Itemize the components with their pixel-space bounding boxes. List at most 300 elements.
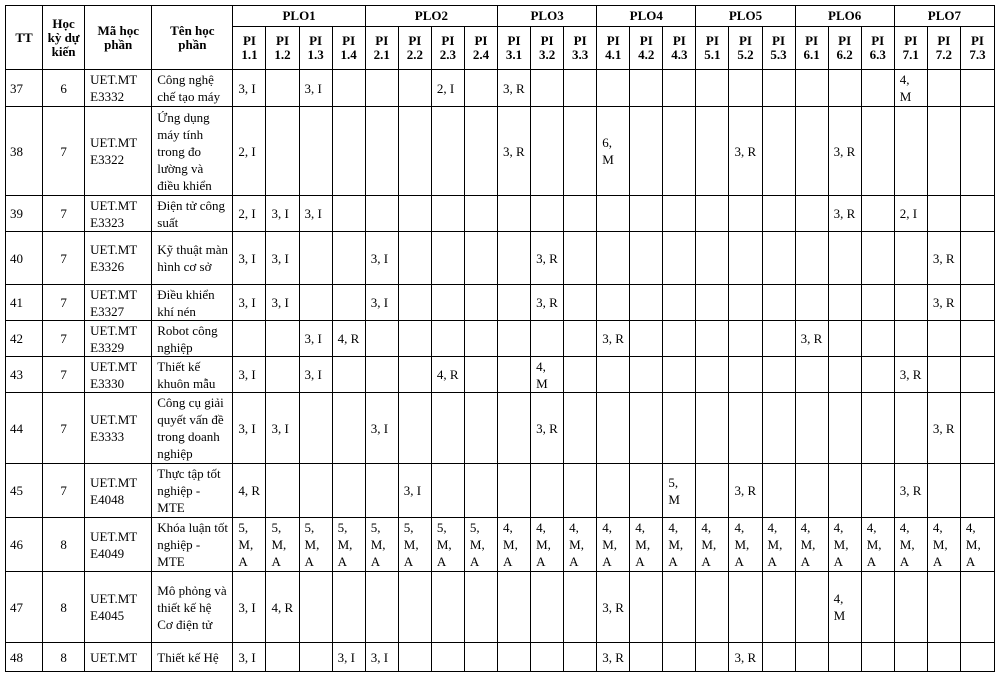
- header-pi: PI 3.1: [498, 27, 531, 70]
- row-semester: 7: [43, 232, 85, 285]
- pi-cell: [762, 357, 795, 393]
- header-plo6: PLO6: [795, 6, 894, 27]
- pi-cell: [861, 643, 894, 672]
- pi-cell: [927, 196, 960, 232]
- pi-cell: [398, 393, 431, 464]
- pi-cell: 5, M, A: [365, 518, 398, 572]
- pi-cell: [464, 321, 497, 357]
- pi-cell: [828, 393, 861, 464]
- table-row: [6, 572, 995, 643]
- pi-cell: [531, 321, 564, 357]
- pi-cell: [663, 70, 696, 107]
- header-pi: PI 4.2: [630, 27, 663, 70]
- pi-cell: [762, 70, 795, 107]
- row-semester: 7: [43, 393, 85, 464]
- pi-cell: 3, I: [299, 70, 332, 107]
- course-code: UET.MT E3330: [85, 357, 152, 393]
- course-code: UET.MT E3327: [85, 285, 152, 321]
- pi-cell: [630, 107, 663, 196]
- pi-cell: [795, 393, 828, 464]
- pi-cell: 2, I: [894, 196, 927, 232]
- pi-cell: [464, 285, 497, 321]
- course-name: Thiết kế khuôn mẫu: [152, 357, 233, 393]
- pi-cell: [960, 232, 994, 285]
- pi-cell: [564, 357, 597, 393]
- pi-cell: [332, 196, 365, 232]
- course-name: Robot công nghiệp: [152, 321, 233, 357]
- pi-cell: [663, 643, 696, 672]
- pi-cell: [431, 572, 464, 643]
- pi-cell: [431, 643, 464, 672]
- pi-cell: 4, M, A: [630, 518, 663, 572]
- header-pi: PI 3.3: [564, 27, 597, 70]
- pi-cell: 3, I: [233, 357, 266, 393]
- pi-cell: 3, R: [597, 643, 630, 672]
- pi-cell: [795, 196, 828, 232]
- course-code: UET.MT: [85, 643, 152, 672]
- pi-cell: [332, 464, 365, 518]
- pi-cell: 6, M: [597, 107, 630, 196]
- row-semester: 7: [43, 321, 85, 357]
- pi-cell: [464, 572, 497, 643]
- pi-cell: [630, 357, 663, 393]
- pi-cell: 4, R: [266, 572, 299, 643]
- table-row: [6, 107, 995, 196]
- pi-cell: [398, 643, 431, 672]
- course-name: Kỹ thuật màn hình cơ sở: [152, 232, 233, 285]
- pi-cell: [464, 393, 497, 464]
- pi-cell: [365, 464, 398, 518]
- pi-cell: [861, 393, 894, 464]
- pi-cell: [795, 70, 828, 107]
- pi-cell: [564, 393, 597, 464]
- pi-cell: [828, 464, 861, 518]
- pi-cell: [299, 107, 332, 196]
- pi-cell: [762, 643, 795, 672]
- pi-cell: [498, 464, 531, 518]
- pi-cell: 3, I: [233, 393, 266, 464]
- pi-cell: [299, 572, 332, 643]
- pi-cell: [762, 393, 795, 464]
- pi-cell: 4, M: [531, 357, 564, 393]
- pi-cell: [729, 393, 762, 464]
- pi-cell: [431, 107, 464, 196]
- pi-cell: [960, 285, 994, 321]
- pi-cell: [365, 107, 398, 196]
- pi-cell: 3, R: [597, 572, 630, 643]
- pi-cell: 3, I: [266, 285, 299, 321]
- pi-cell: [498, 643, 531, 672]
- pi-cell: [762, 572, 795, 643]
- pi-cell: 3, I: [233, 572, 266, 643]
- pi-cell: [597, 70, 630, 107]
- header-tt: TT: [6, 6, 43, 70]
- pi-cell: [927, 321, 960, 357]
- pi-cell: [332, 393, 365, 464]
- pi-cell: [332, 232, 365, 285]
- pi-cell: [828, 357, 861, 393]
- pi-cell: 3, I: [365, 232, 398, 285]
- course-code: UET.MT E3326: [85, 232, 152, 285]
- header-pi: PI 7.1: [894, 27, 927, 70]
- pi-cell: [630, 196, 663, 232]
- header-semester: Học kỳ dự kiến: [43, 6, 85, 70]
- table-row: [6, 393, 995, 464]
- pi-cell: 3, I: [233, 643, 266, 672]
- pi-cell: [861, 357, 894, 393]
- pi-cell: 4, R: [233, 464, 266, 518]
- pi-cell: 3, R: [498, 70, 531, 107]
- pi-cell: 3, I: [299, 321, 332, 357]
- table-row: [6, 232, 995, 285]
- pi-cell: [960, 70, 994, 107]
- row-semester: 7: [43, 107, 85, 196]
- pi-cell: [894, 321, 927, 357]
- pi-cell: 5, M, A: [398, 518, 431, 572]
- pi-cell: [564, 196, 597, 232]
- pi-cell: [795, 285, 828, 321]
- pi-cell: 3, R: [894, 357, 927, 393]
- pi-cell: [431, 464, 464, 518]
- pi-cell: [927, 70, 960, 107]
- course-name: Thiết kế Hệ: [152, 643, 233, 672]
- pi-cell: [332, 572, 365, 643]
- pi-cell: [597, 232, 630, 285]
- pi-cell: [332, 107, 365, 196]
- pi-cell: [464, 357, 497, 393]
- pi-cell: [299, 232, 332, 285]
- pi-cell: [861, 464, 894, 518]
- pi-cell: [431, 196, 464, 232]
- pi-cell: [828, 232, 861, 285]
- pi-cell: 3, I: [233, 285, 266, 321]
- pi-cell: [498, 572, 531, 643]
- pi-cell: [498, 196, 531, 232]
- table-row: [6, 357, 995, 393]
- pi-cell: 4, M, A: [861, 518, 894, 572]
- row-semester: 6: [43, 70, 85, 107]
- pi-cell: 5, M, A: [464, 518, 497, 572]
- pi-cell: 3, I: [299, 357, 332, 393]
- pi-cell: [927, 643, 960, 672]
- pi-cell: [498, 357, 531, 393]
- course-name: Khóa luận tốt nghiệp - MTE: [152, 518, 233, 572]
- course-code: UET.MT E4049: [85, 518, 152, 572]
- row-number: 42: [6, 321, 43, 357]
- pi-cell: 3, R: [498, 107, 531, 196]
- pi-cell: [365, 357, 398, 393]
- pi-cell: 5, M, A: [299, 518, 332, 572]
- pi-cell: [960, 107, 994, 196]
- pi-cell: [498, 393, 531, 464]
- pi-cell: [498, 232, 531, 285]
- row-semester: 7: [43, 464, 85, 518]
- course-name: Điện tử công suất: [152, 196, 233, 232]
- row-number: 43: [6, 357, 43, 393]
- pi-cell: [696, 196, 729, 232]
- course-code: UET.MT E3333: [85, 393, 152, 464]
- pi-cell: [266, 107, 299, 196]
- pi-cell: [729, 572, 762, 643]
- pi-cell: [729, 357, 762, 393]
- row-semester: 7: [43, 357, 85, 393]
- course-name: Điều khiển khí nén: [152, 285, 233, 321]
- header-pi: PI 7.2: [927, 27, 960, 70]
- header-plo4: PLO4: [597, 6, 696, 27]
- pi-cell: [696, 232, 729, 285]
- pi-cell: [927, 464, 960, 518]
- pi-cell: [630, 321, 663, 357]
- pi-cell: [464, 232, 497, 285]
- pi-cell: [861, 196, 894, 232]
- pi-cell: [564, 464, 597, 518]
- table-row: [6, 196, 995, 232]
- pi-cell: [365, 70, 398, 107]
- pi-cell: [861, 321, 894, 357]
- pi-cell: [431, 393, 464, 464]
- pi-cell: [696, 393, 729, 464]
- pi-cell: [894, 232, 927, 285]
- row-number: 41: [6, 285, 43, 321]
- pi-cell: [696, 464, 729, 518]
- pi-cell: [564, 70, 597, 107]
- pi-cell: [663, 232, 696, 285]
- pi-cell: [663, 572, 696, 643]
- pi-cell: [299, 464, 332, 518]
- pi-cell: 3, R: [927, 285, 960, 321]
- pi-cell: 4, M, A: [828, 518, 861, 572]
- pi-cell: [894, 643, 927, 672]
- row-number: 45: [6, 464, 43, 518]
- pi-cell: [729, 232, 762, 285]
- pi-cell: [861, 572, 894, 643]
- course-code: UET.MT E4045: [85, 572, 152, 643]
- pi-cell: [663, 357, 696, 393]
- pi-cell: 4, M: [894, 70, 927, 107]
- pi-cell: [795, 357, 828, 393]
- header-pi: PI 6.1: [795, 27, 828, 70]
- pi-cell: [398, 285, 431, 321]
- pi-cell: [696, 70, 729, 107]
- pi-cell: 4, M, A: [960, 518, 994, 572]
- row-semester: 8: [43, 572, 85, 643]
- course-name: Ứng dụng máy tính trong đo lường và điều khiển: [152, 107, 233, 196]
- pi-cell: 4, R: [332, 321, 365, 357]
- pi-cell: [663, 321, 696, 357]
- pi-cell: [630, 393, 663, 464]
- pi-cell: [531, 107, 564, 196]
- pi-cell: [431, 321, 464, 357]
- pi-cell: [464, 70, 497, 107]
- pi-cell: [299, 643, 332, 672]
- pi-cell: [894, 285, 927, 321]
- pi-cell: [299, 285, 332, 321]
- pi-cell: [663, 393, 696, 464]
- pi-cell: [464, 196, 497, 232]
- pi-cell: [564, 321, 597, 357]
- course-code: UET.MT E3323: [85, 196, 152, 232]
- table-row: [6, 464, 995, 518]
- header-pi: PI 2.3: [431, 27, 464, 70]
- row-number: 46: [6, 518, 43, 572]
- pi-cell: [795, 464, 828, 518]
- pi-cell: 3, I: [299, 196, 332, 232]
- row-semester: 8: [43, 518, 85, 572]
- pi-cell: [630, 70, 663, 107]
- pi-cell: 3, R: [894, 464, 927, 518]
- pi-cell: [894, 572, 927, 643]
- pi-cell: [663, 285, 696, 321]
- pi-cell: [927, 357, 960, 393]
- pi-cell: [531, 70, 564, 107]
- pi-cell: [332, 357, 365, 393]
- pi-cell: [233, 321, 266, 357]
- pi-cell: [597, 196, 630, 232]
- row-number: 38: [6, 107, 43, 196]
- pi-cell: [266, 643, 299, 672]
- pi-cell: [464, 643, 497, 672]
- pi-cell: [696, 572, 729, 643]
- pi-cell: 4, M, A: [597, 518, 630, 572]
- pi-cell: 3, R: [531, 285, 564, 321]
- pi-cell: 3, R: [927, 393, 960, 464]
- pi-cell: 5, M, A: [233, 518, 266, 572]
- pi-cell: 3, R: [531, 393, 564, 464]
- pi-cell: 3, R: [795, 321, 828, 357]
- pi-cell: 3, I: [365, 285, 398, 321]
- pi-cell: [828, 643, 861, 672]
- pi-cell: 4, M, A: [663, 518, 696, 572]
- pi-cell: [729, 285, 762, 321]
- pi-cell: 2, I: [233, 196, 266, 232]
- pi-cell: [266, 321, 299, 357]
- pi-cell: [398, 107, 431, 196]
- header-pi: PI 4.3: [663, 27, 696, 70]
- pi-cell: [696, 643, 729, 672]
- row-number: 37: [6, 70, 43, 107]
- pi-cell: [564, 572, 597, 643]
- plo-header-row: [6, 6, 995, 27]
- table-row: [6, 321, 995, 357]
- pi-cell: 4, M, A: [696, 518, 729, 572]
- pi-cell: 3, I: [266, 393, 299, 464]
- course-code: UET.MT E3329: [85, 321, 152, 357]
- row-semester: 8: [43, 643, 85, 672]
- pi-cell: [398, 196, 431, 232]
- pi-cell: [398, 572, 431, 643]
- pi-cell: 3, I: [332, 643, 365, 672]
- pi-cell: [762, 107, 795, 196]
- header-plo1: PLO1: [233, 6, 365, 27]
- course-code: UET.MT E3332: [85, 70, 152, 107]
- pi-cell: [531, 643, 564, 672]
- pi-cell: [464, 107, 497, 196]
- pi-cell: [597, 357, 630, 393]
- pi-cell: 3, R: [729, 107, 762, 196]
- pi-cell: 3, R: [828, 107, 861, 196]
- pi-cell: 3, R: [729, 643, 762, 672]
- pi-cell: 4, M, A: [894, 518, 927, 572]
- pi-cell: 3, R: [729, 464, 762, 518]
- header-pi: PI 5.3: [762, 27, 795, 70]
- table-row: [6, 643, 995, 672]
- pi-cell: [828, 321, 861, 357]
- pi-cell: [795, 107, 828, 196]
- pi-cell: [464, 464, 497, 518]
- pi-cell: [663, 107, 696, 196]
- table-row: [6, 70, 995, 107]
- pi-cell: [597, 464, 630, 518]
- plo-mapping-table: [5, 5, 995, 672]
- header-pi: PI 7.3: [960, 27, 994, 70]
- pi-cell: 4, M: [828, 572, 861, 643]
- pi-cell: 3, I: [398, 464, 431, 518]
- pi-cell: [828, 285, 861, 321]
- pi-cell: [861, 107, 894, 196]
- course-name: Công nghệ chế tạo máy: [152, 70, 233, 107]
- pi-cell: [795, 232, 828, 285]
- pi-cell: [663, 196, 696, 232]
- pi-cell: [762, 232, 795, 285]
- pi-cell: [531, 196, 564, 232]
- pi-cell: [762, 464, 795, 518]
- pi-cell: [597, 393, 630, 464]
- table-body: [6, 70, 995, 672]
- pi-cell: 4, M, A: [927, 518, 960, 572]
- header-plo7: PLO7: [894, 6, 994, 27]
- pi-cell: [266, 357, 299, 393]
- pi-cell: [927, 572, 960, 643]
- pi-cell: [365, 572, 398, 643]
- pi-cell: [894, 107, 927, 196]
- course-code: UET.MT E4048: [85, 464, 152, 518]
- pi-cell: [729, 196, 762, 232]
- pi-cell: [630, 285, 663, 321]
- pi-cell: [498, 321, 531, 357]
- pi-cell: [762, 321, 795, 357]
- pi-cell: [696, 107, 729, 196]
- pi-cell: [398, 357, 431, 393]
- pi-cell: [564, 232, 597, 285]
- pi-cell: [960, 643, 994, 672]
- pi-cell: 3, I: [233, 70, 266, 107]
- pi-cell: 3, R: [597, 321, 630, 357]
- table-row: [6, 518, 995, 572]
- header-pi: PI 1.2: [266, 27, 299, 70]
- pi-cell: [398, 70, 431, 107]
- pi-cell: [498, 285, 531, 321]
- pi-cell: 3, R: [531, 232, 564, 285]
- pi-cell: 2, I: [233, 107, 266, 196]
- pi-cell: 3, I: [266, 196, 299, 232]
- row-number: 47: [6, 572, 43, 643]
- pi-cell: [564, 643, 597, 672]
- pi-cell: [564, 107, 597, 196]
- pi-cell: 3, I: [266, 232, 299, 285]
- row-semester: 7: [43, 196, 85, 232]
- pi-cell: 4, M, A: [762, 518, 795, 572]
- pi-cell: [960, 572, 994, 643]
- header-pi: PI 2.2: [398, 27, 431, 70]
- pi-cell: 3, R: [927, 232, 960, 285]
- pi-cell: 5, M, A: [431, 518, 464, 572]
- header-pi: PI 1.3: [299, 27, 332, 70]
- pi-cell: [266, 464, 299, 518]
- row-number: 44: [6, 393, 43, 464]
- pi-cell: [960, 464, 994, 518]
- pi-cell: [729, 321, 762, 357]
- pi-cell: [531, 464, 564, 518]
